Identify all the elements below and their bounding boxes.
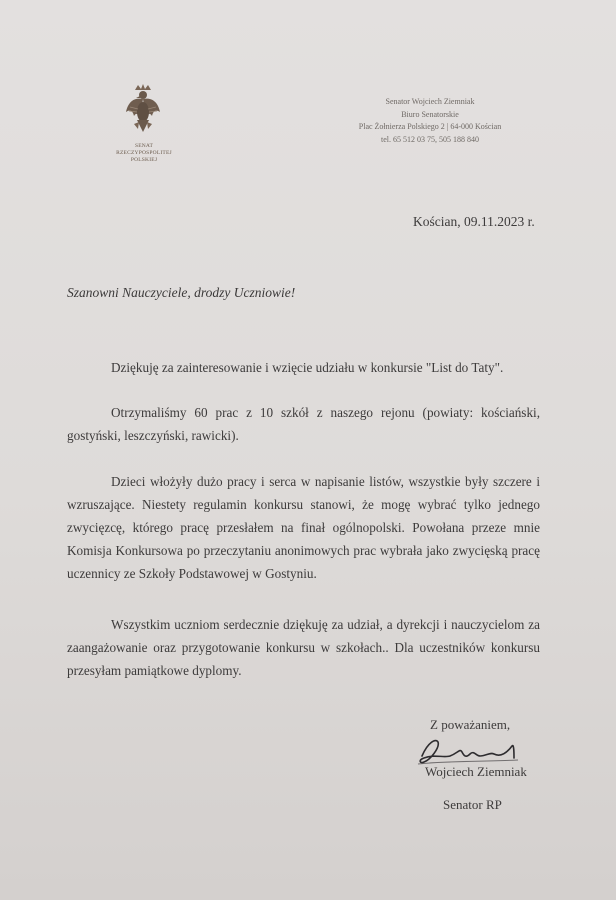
sender-office: Biuro Senatorskie — [401, 109, 459, 119]
signer-name: Wojciech Ziemniak — [425, 764, 527, 779]
date-line: Kościan, 09.11.2023 r. — [413, 214, 535, 229]
salutation: Szanowni Nauczyciele, drodzy Uczniowie! — [67, 285, 296, 300]
body-paragraph — [67, 613, 540, 682]
emblem-caption-line: POLSKIEJ — [130, 157, 158, 163]
sender-name: Senator Wojciech Ziemniak — [385, 97, 475, 106]
paragraph-text: Wszystkim uczniom serdecznie dziękuję za udział, a dyrekcji i nauczycielom za zaangażowanie oraz przygotowanie konkursu w szkołach.. Dla uczestników konkursu przesyłam pamiątkowe dyplomy. — [67, 617, 540, 678]
sender-street: Plac Żołnierza Polskiego 2 | 64-000 Kościan — [358, 122, 502, 131]
closing-phrase: Z poważaniem, — [430, 717, 511, 732]
body-paragraph — [67, 356, 540, 379]
paragraph-text: Dzieci włożyły dużo pracy i serca w napisanie listów, wszystkie były szczere i wzruszające. Niestety regulamin konkursu stanowi, że mogę wybrać tylko jednego zwycięzcę, którego pracę przesłałem na finał ogólnopolski. Powołana przeze mnie Komisja Konkursowa po przeczytaniu anonimowych prac wybrała jako zwycięską pracę uczennicy ze Szkoły Podstawowej w Gostyniu. — [67, 474, 540, 581]
eagle-icon — [118, 82, 168, 144]
sender-address-block — [330, 96, 530, 146]
signer-title: Senator RP — [443, 797, 502, 812]
paragraph-text: Dziękuję za zainteresowanie i wzięcie udziału w konkursie "List do Taty". — [111, 360, 504, 375]
body-paragraph — [67, 470, 540, 585]
emblem-caption — [103, 143, 185, 164]
emblem-caption-line: RZECZYPOSPOLITEJ — [116, 150, 172, 156]
sender-phone: tel. 65 512 03 75, 505 188 840 — [381, 134, 479, 144]
paragraph-text: Otrzymaliśmy 60 prac z 10 szkół z naszego rejonu (powiaty: kościański, gostyński, leszczyński, rawicki). — [67, 405, 540, 443]
body-paragraph — [67, 401, 540, 447]
emblem-caption-line: SENAT — [134, 143, 154, 149]
